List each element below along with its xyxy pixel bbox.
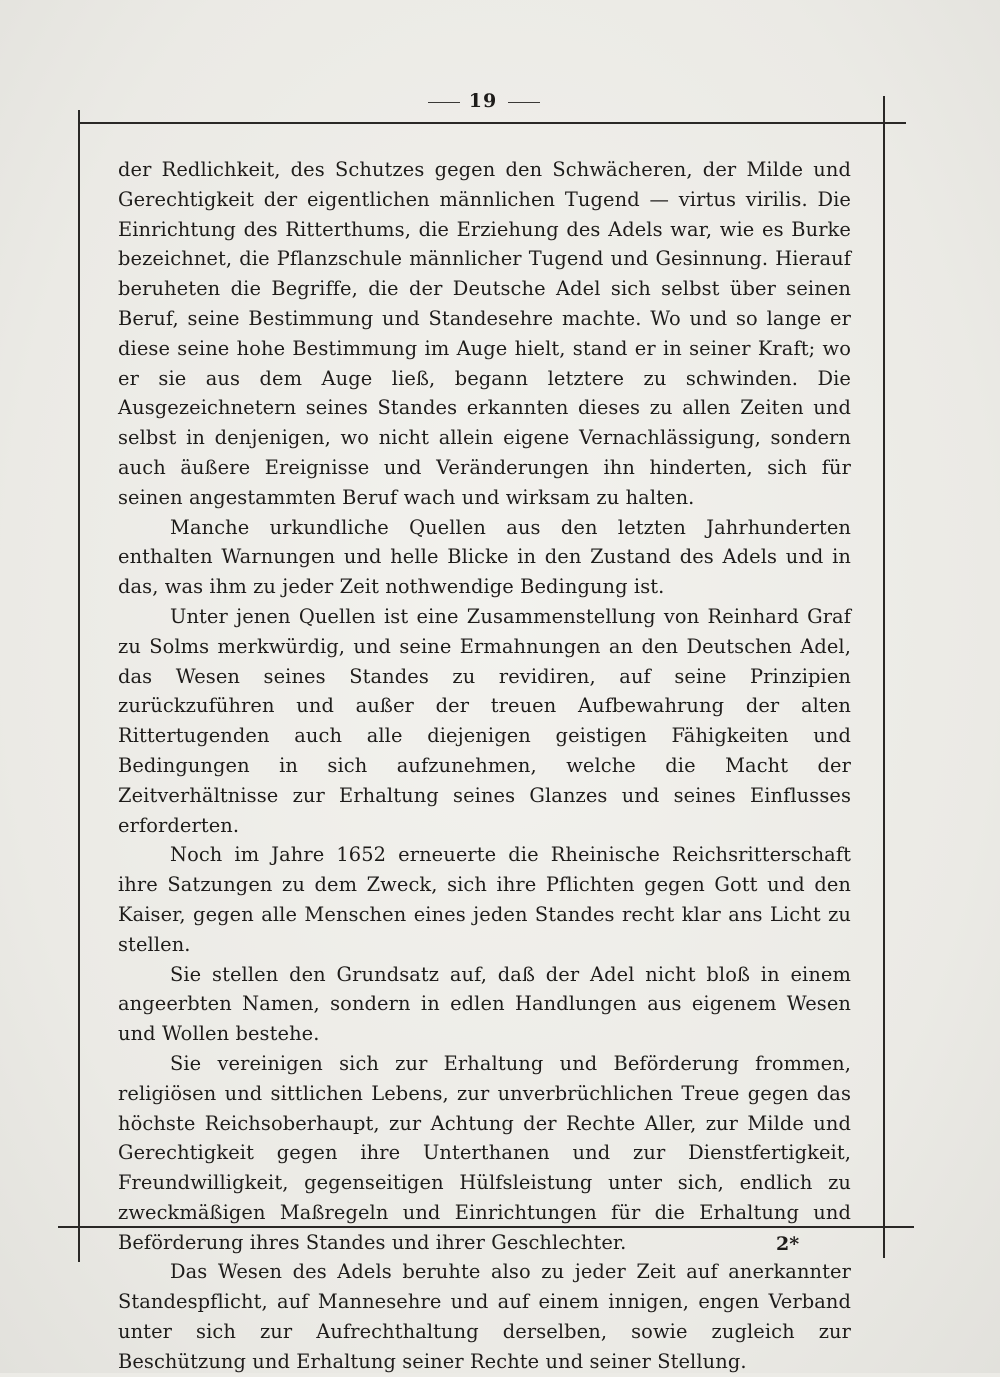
- left-frame-rule: [78, 110, 80, 1262]
- paragraph-6: Sie vereinigen sich zur Erhaltung und Beförderung frommen, religiösen und sittlichen Lebens, zur unverbrüchlichen Treue gegen das höchste Reichsoberhaupt, zur Achtung der Rechte Aller, zur Milde und Gerechtigkeit gegen ihre Unterthanen und zur Dienstfertigkeit, Freundwilligkeit, gegenseitigen Hülfsleistung unter sich, endlich zu zweckmäßigen Maßregeln und Einrichtungen für die Erhaltung und Beförderung ihres Standes und ihrer Geschlechter.: [118, 1051, 851, 1254]
- right-frame-rule: [883, 96, 885, 1258]
- paragraph-1: der Redlichkeit, des Schutzes gegen den Schwächeren, der Milde und Gerechtigkeit der eigentlichen männlichen Tugend — virtus virilis. Die Einrichtung des Ritterthums, die Erziehung des Adels war, wie es Burke bezeichnet, die Pflanzschule männlicher Tugend und Gesinnung. Hierauf beruheten die Begriffe, die der Deutsche Adel sich selbst über seinen Beruf, seine Bestimmung und Standesehre machte. Wo und so lange er diese seine hohe Bestimmung im Auge hielt, stand er in seiner Kraft; wo er sie aus dem Auge ließ, begann letztere zu schwinden. Die Ausgezeichnetern seines Standes erkannten dieses zu allen Zeiten und selbst in denjenigen, wo nicht allein eigene Vernachlässigung, sondern auch äußere Ereignisse und Veränderungen ihn hinderten, sich für seinen angestammten Beruf wach und wirksam zu halten.: [118, 158, 851, 509]
- signature-mark: 2*: [776, 1233, 800, 1255]
- paragraph-2: Manche urkundliche Quellen aus den letzten Jahrhunderten enthalten Warnungen und helle Blicke in den Zustand des Adels und in das, was ihm zu jeder Zeit nothwendige Bedingung ist.: [118, 515, 851, 599]
- top-frame-rule: [78, 122, 906, 124]
- body-text: [118, 155, 851, 1377]
- paragraph-7: Das Wesen des Adels beruhte also zu jeder Zeit auf anerkannter Standespflicht, auf Mannesehre und auf einem innigen, engen Verband unter sich zur Aufrechthaltung derselben, sowie zugleich zur Beschützung und Erhaltung seiner Rechte und seiner Stellung.: [118, 1260, 851, 1373]
- page-number: 19: [468, 90, 498, 112]
- paragraph-5: Sie stellen den Grundsatz auf, daß der Adel nicht bloß in einem angeerbten Namen, sondern in edlen Handlungen aus eigenem Wesen und Wollen bestehe.: [118, 962, 851, 1046]
- paragraph-4: Noch im Jahre 1652 erneuerte die Rheinische Reichsritterschaft ihre Satzungen zu dem Zweck, sich ihre Pflichten gegen Gott und den Kaiser, gegen alle Menschen eines jeden Standes recht klar ans Licht zu stellen.: [118, 843, 851, 956]
- paragraph-3: Unter jenen Quellen ist eine Zusammenstellung von Reinhard Graf zu Solms merkwürdig, und seine Ermahnungen an den Deutschen Adel, das Wesen seines Standes zu revidiren, auf seine Prinzipien zurückzuführen und außer der treuen Aufbewahrung der alten Rittertugenden auch alle diejenigen geistigen Fähigkeiten und Bedingungen in sich aufzunehmen, welche die Macht der Zeitverhältnisse zur Erhaltung seines Glanzes und seines Einflusses erforderten.: [118, 604, 851, 837]
